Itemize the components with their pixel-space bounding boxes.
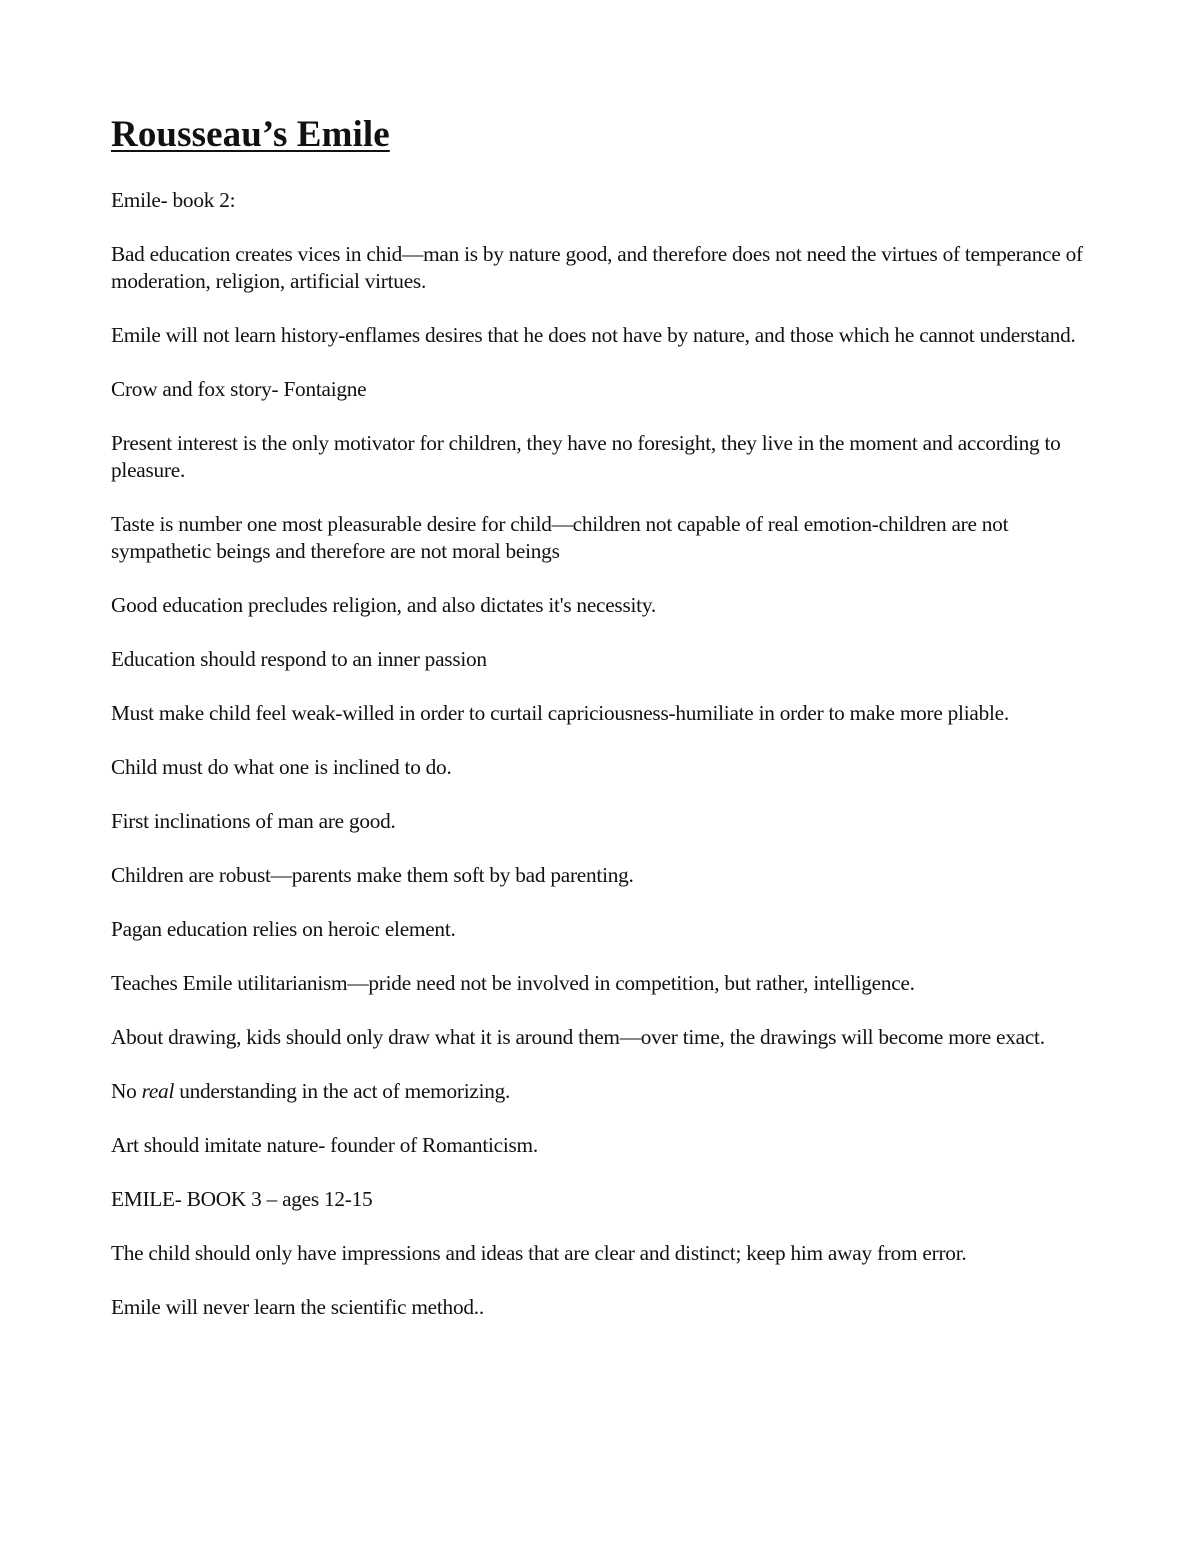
paragraph: Teaches Emile utilitarianism—pride need not be involved in competition, but rather, intelligence.	[111, 971, 915, 995]
paragraph: Children are robust—parents make them soft by bad parenting.	[111, 863, 634, 887]
emphasis-text: real	[141, 1079, 175, 1103]
paragraph: The child should only have impressions and ideas that are clear and distinct; keep him away from error.	[111, 1241, 967, 1265]
paragraph: Education should respond to an inner passion	[111, 647, 487, 671]
paragraph-text-after: understanding in the act of memorizing.	[174, 1079, 511, 1103]
paragraph-with-emphasis	[111, 1078, 1101, 1105]
paragraph: Emile- book 2:	[111, 188, 236, 212]
paragraph: Present interest is the only motivator for children, they have no foresight, they live in the moment and according to pleasure.	[111, 431, 1061, 482]
paragraph: Must make child feel weak-willed in order to curtail capriciousness-humiliate in order to make more pliable.	[111, 701, 1009, 725]
paragraph: Child must do what one is inclined to do.	[111, 755, 452, 779]
paragraph-text-before: No	[111, 1079, 142, 1103]
paragraph: About drawing, kids should only draw what it is around them—over time, the drawings will become more exact.	[111, 1025, 1045, 1049]
paragraph: Emile will never learn the scientific method..	[111, 1295, 484, 1319]
paragraph: Good education precludes religion, and also dictates it's necessity.	[111, 593, 656, 617]
paragraph: Crow and fox story- Fontaigne	[111, 377, 367, 401]
paragraph: Art should imitate nature- founder of Romanticism.	[111, 1133, 538, 1157]
paragraph: Taste is number one most pleasurable desire for child—children not capable of real emotion-children are not sympathetic beings and therefore are not moral beings	[111, 512, 1009, 563]
paragraph: Bad education creates vices in chid—man is by nature good, and therefore does not need the virtues of temperance of moderation, religion, artificial virtues.	[111, 242, 1083, 293]
paragraph: Pagan education relies on heroic element.	[111, 917, 456, 941]
paragraph: Emile will not learn history-enflames desires that he does not have by nature, and those which he cannot understand.	[111, 323, 1076, 347]
paragraph: First inclinations of man are good.	[111, 809, 396, 833]
document-body	[111, 113, 1101, 1321]
section-heading: EMILE- BOOK 3 – ages 12-15	[111, 1187, 373, 1211]
document-title: Rousseau’s Emile	[111, 114, 390, 155]
